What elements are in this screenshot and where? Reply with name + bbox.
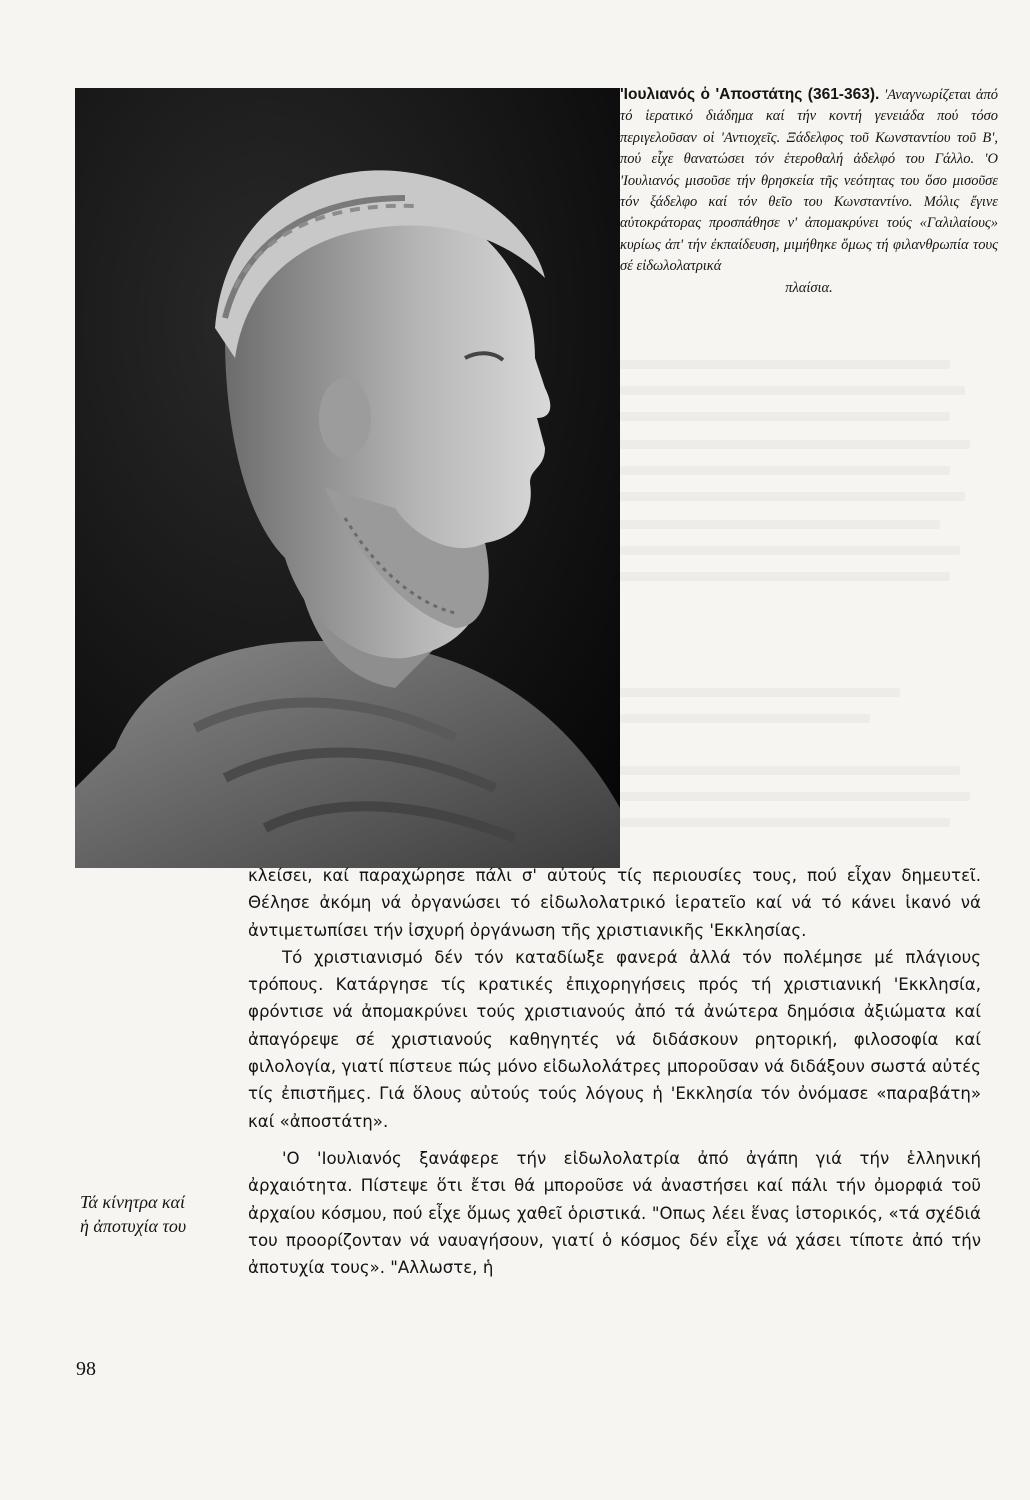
margin-note bbox=[80, 1190, 230, 1238]
margin-note-line-1: Τά κίνητρα καί bbox=[80, 1192, 186, 1212]
photo-caption bbox=[620, 84, 998, 299]
paragraph-3: 'Ο 'Ιουλιανός ξανάφερε τήν εἰδωλολατρία ἀπό ἀγάπη γιά τήν ἑλληνική ἀρχαιότητα. Πίστεψε ὅτι ἔτσι θά μποροῦσε νά ἀναστήσει καί πάλι τήν ὀμορφιά τοῦ ἀρχαίου κόσμου, πού εἶχε ὅμως χαθεῖ ὁριστικά. "Οπως λέει ἕνας ἱστορικός, «τά σχέδιά του προορίζονταν νά ναυαγήσουν, γιατί ὁ κόσμος δέν εἶχε νά χάσει τίποτε ἀπό τήν ἀποτυχία τους». "Αλλωστε, ἡ bbox=[248, 1148, 981, 1278]
caption-text: 'Αναγνωρίζεται ἀπό τό ἱερατικό διάδημα καί τήν κοντή γενειάδα πού τόσο περιγελοῦσαν οἱ 'Αντιοχεῖς. Ξάδελφος τοῦ Κωνσταντίου τοῦ Β', πού εἶχε θανατώσει τόν ἑτεροθαλή ἀδελφό του Γάλλο. 'Ο 'Ιουλιανός μισοῦσε τήν θρησκεία τῆς νεότητας του ὅσο μισοῦσε τόν ξάδελφο καί τόν θεῖο του Κωνσταντίνο. Μόλις ἔγινε αὐτοκράτορας προσπάθησε ν' ἀπομακρύνει τούς «Γαλιλαίους» κυρίως ἀπ' τήν ἐκπαίδευση, μιμήθηκε ὅμως τή φιλανθρωπία τους σέ εἰδωλολατρικά bbox=[620, 87, 998, 275]
bust-photo bbox=[75, 88, 620, 868]
caption-title: 'Ιουλιανός ὁ 'Αποστάτης (361-363). bbox=[620, 86, 880, 103]
caption-end: πλαίσια. bbox=[785, 279, 833, 296]
main-text bbox=[248, 862, 981, 1281]
margin-note-line-2: ἡ ἀποτυχία του bbox=[80, 1216, 187, 1236]
paragraph-2: Τό χριστιανισμό δέν τόν καταδίωξε φανερά ἀλλά τόν πολέμησε μέ πλάγιους τρόπους. Κατάργησε τίς κρατικές ἐπιχορηγήσεις πρός τή χριστιανική 'Εκκλησία, φρόντισε νά ἀπομακρύνει τούς χριστιανούς ἀπό τά ἀνώτερα δημόσια ἀξιώματα καί ἀπαγόρεψε σέ χριστιανούς καθηγητές νά διδάσκουν ρητορική, φιλοσοφία καί φιλολογία, γιατί πίστευε πώς μόνο εἰδωλολάτρες μποροῦσαν νά διδάξουν σωστά αὐτές τίς ἐπιστῆμες. Γιά ὅλους αὐτούς τούς λόγους ἡ 'Εκκλησία τόν ὀνόμασε «παραβάτη» καί «ἀποστάτη». bbox=[248, 947, 981, 1131]
page-number: 98 bbox=[76, 1358, 96, 1380]
paragraph-1: κλείσει, καί παραχώρησε πάλι σ' αὐτούς τίς περιουσίες τους, πού εἶχαν δημευτεῖ. Θέλησε ἀκόμη νά ὀργανώσει τό εἰδωλολατρικό ἱερατεῖο καί νά τό κάνει ἱκανό νά ἀντιμετωπίσει τήν ἰσχυρή ὀργάνωση τῆς χριστιανικῆς 'Εκκλησίας. bbox=[248, 866, 981, 940]
